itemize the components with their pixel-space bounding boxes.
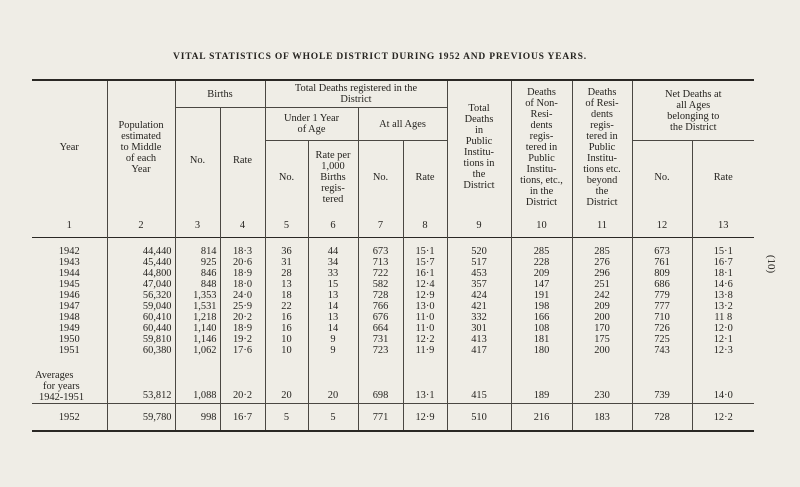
table-cell: 698 — [358, 370, 403, 404]
table-cell: 18 — [265, 290, 308, 301]
table-cell: 1948 — [32, 312, 107, 323]
table-cell: 16 — [265, 312, 308, 323]
table-cell: 20·6 — [220, 257, 265, 268]
table-cell: 12·9 — [403, 290, 447, 301]
table-cell: 1,140 — [175, 323, 220, 334]
table-cell: 11 8 — [714, 312, 733, 323]
table-cell: 1944 — [32, 268, 107, 279]
table-cell: 242 — [572, 290, 632, 301]
table-cell: 22 — [265, 301, 308, 312]
averages-label: Averages for years 1942-1951 — [32, 370, 107, 404]
table-cell: 18·9 — [220, 323, 265, 334]
table-cell: 20 — [265, 370, 308, 404]
table-cell: 417 — [447, 345, 511, 356]
table-cell: 33 — [308, 268, 358, 279]
table-cell: 45,440 — [107, 257, 175, 268]
table-cell: 18·0 — [220, 279, 265, 290]
averages-row — [32, 370, 754, 404]
table-cell: 175 — [572, 334, 632, 345]
table-cell: 357 — [447, 279, 511, 290]
table-cell: 725 — [632, 334, 692, 345]
header-all-rate: Rate — [403, 141, 447, 214]
table-cell: 59,040 — [107, 301, 175, 312]
header-deaths-non-residents: Deaths of Non- Resi- dents regis- tered in Public Institu- tions, etc., in the District — [511, 80, 572, 213]
table-cell: 1,088 — [175, 370, 220, 404]
header-deaths-residents-beyond: Deaths of Resi- dents regis- tered in Public Institu- tions etc. beyond the District — [572, 80, 632, 213]
table-cell: 517 — [447, 257, 511, 268]
table-cell: 710 — [632, 312, 692, 323]
table-cell: 453 — [447, 268, 511, 279]
table-cell: 771 — [358, 404, 403, 432]
table-cell: 14·6 — [713, 279, 733, 290]
table-cell: 13·0 — [403, 301, 447, 312]
table-cell: 209 — [572, 301, 632, 312]
header-under-rate: Rate per 1,000 Births regis- tered — [308, 141, 358, 214]
table-row — [32, 312, 754, 323]
header-net-deaths: Net Deaths at all Ages belonging to the District — [632, 80, 754, 141]
table-row — [32, 301, 754, 312]
table-row — [32, 268, 754, 279]
table-row — [32, 323, 754, 334]
table-cell: 728 — [358, 290, 403, 301]
table-cell: 1949 — [32, 323, 107, 334]
table-cell: 12·9 — [403, 404, 447, 432]
table-cell: 25·9 — [220, 301, 265, 312]
table-cell: 739 — [632, 370, 692, 404]
table-cell: 925 — [175, 257, 220, 268]
table-cell: 15·1 — [713, 246, 733, 257]
table-cell: 12·1 — [713, 334, 733, 345]
table-cell: 814 — [175, 246, 220, 257]
header-total-deaths-public-institutions: Total Deaths in Public Institu- tions in the District — [447, 80, 511, 213]
table-cell: 1952 — [32, 404, 107, 432]
header-births: Births — [175, 80, 265, 108]
table-cell: 15 — [308, 279, 358, 290]
page-title: VITAL STATISTICS OF WHOLE DISTRICT DURING 1952 AND PREVIOUS YEARS. — [173, 52, 587, 62]
table-cell: 56,320 — [107, 290, 175, 301]
table-cell: 11·0 — [403, 312, 447, 323]
table-cell: 198 — [511, 301, 572, 312]
table-cell: 18·9 — [220, 268, 265, 279]
vital-statistics-table — [32, 79, 754, 432]
table-cell: 17·6 — [220, 345, 265, 356]
column-number: 11 — [572, 213, 632, 238]
table-cell: 848 — [175, 279, 220, 290]
table-row — [32, 334, 754, 345]
table-cell: 415 — [447, 370, 511, 404]
table-cell: 14 — [308, 323, 358, 334]
header-divider — [32, 238, 754, 247]
table-cell: 18·1 — [713, 268, 733, 279]
header-births-no: No. — [175, 108, 220, 214]
header-net-rate: Rate — [713, 171, 733, 183]
table-cell: 1942 — [32, 246, 107, 257]
header-year: Year — [32, 80, 107, 213]
table-cell: 59,780 — [107, 404, 175, 432]
table-cell: 5 — [265, 404, 308, 432]
table-cell: 13·1 — [403, 370, 447, 404]
table-cell: 1951 — [32, 345, 107, 356]
table-cell: 47,040 — [107, 279, 175, 290]
table-cell: 413 — [447, 334, 511, 345]
table-cell: 726 — [632, 323, 692, 334]
table-cell: 1946 — [32, 290, 107, 301]
table-cell: 510 — [447, 404, 511, 432]
table-cell: 11·0 — [403, 323, 447, 334]
table-cell: 723 — [358, 345, 403, 356]
column-number: 9 — [447, 213, 511, 238]
table-cell: 181 — [511, 334, 572, 345]
table-cell: 276 — [572, 257, 632, 268]
table-cell: 53,812 — [107, 370, 175, 404]
header-at-all-ages: At all Ages — [358, 108, 447, 141]
table-cell: 766 — [358, 301, 403, 312]
table-cell: 228 — [511, 257, 572, 268]
table-cell: 36 — [265, 246, 308, 257]
table-cell: 16·1 — [403, 268, 447, 279]
table-cell: 34 — [308, 257, 358, 268]
table-cell: 673 — [632, 246, 692, 257]
column-number: 7 — [358, 213, 403, 238]
table-cell: 673 — [358, 246, 403, 257]
table-cell: 18·3 — [220, 246, 265, 257]
table-cell: 1945 — [32, 279, 107, 290]
column-number: 2 — [107, 213, 175, 238]
table-cell: 191 — [511, 290, 572, 301]
table-row — [32, 345, 754, 356]
column-number: 3 — [175, 213, 220, 238]
table-cell: 31 — [265, 257, 308, 268]
table-cell: 13 — [308, 312, 358, 323]
table-cell: 12·2 — [692, 404, 754, 432]
table-cell: 12·4 — [403, 279, 447, 290]
header-population: Population estimated to Middle of each Year — [107, 80, 175, 213]
table-cell: 16·7 — [713, 257, 733, 268]
column-number: 5 — [265, 213, 308, 238]
table-cell: 664 — [358, 323, 403, 334]
table-cell: 846 — [175, 268, 220, 279]
table-cell: 301 — [447, 323, 511, 334]
table-cell: 44 — [308, 246, 358, 257]
table-cell: 731 — [358, 334, 403, 345]
table-cell: 28 — [265, 268, 308, 279]
table-cell: 761 — [632, 257, 692, 268]
header-net-no: No. — [632, 141, 692, 214]
table-row — [32, 257, 754, 268]
table-cell: 15·7 — [403, 257, 447, 268]
table-cell: 13·2 — [713, 301, 733, 312]
table-cell: 60,440 — [107, 323, 175, 334]
table-row — [32, 246, 754, 257]
table-cell: 20 — [308, 370, 358, 404]
table-row — [32, 279, 754, 290]
table-cell: 13·8 — [713, 290, 733, 301]
table-cell: 189 — [511, 370, 572, 404]
table-cell: 1,218 — [175, 312, 220, 323]
table-cell: 1943 — [32, 257, 107, 268]
table-cell: 180 — [511, 345, 572, 356]
table-cell: 200 — [572, 345, 632, 356]
table-cell: 285 — [572, 246, 632, 257]
table-cell: 166 — [511, 312, 572, 323]
table-cell: 686 — [632, 279, 692, 290]
table-cell: 13 — [308, 290, 358, 301]
table-body — [32, 238, 754, 432]
table-cell: 296 — [572, 268, 632, 279]
table-cell: 12·0 — [713, 323, 733, 334]
table-cell: 1,353 — [175, 290, 220, 301]
table-cell: 1,531 — [175, 301, 220, 312]
table-cell: 13 — [265, 279, 308, 290]
table-cell: 582 — [358, 279, 403, 290]
table-cell: 9 — [308, 345, 358, 356]
table-cell: 1950 — [32, 334, 107, 345]
table-cell: 12·3 — [713, 345, 733, 356]
table-cell: 1,062 — [175, 345, 220, 356]
table-cell: 251 — [572, 279, 632, 290]
column-number: 10 — [511, 213, 572, 238]
page-number: (10) — [765, 254, 778, 274]
table-cell: 285 — [511, 246, 572, 257]
table-cell: 9 — [308, 334, 358, 345]
table-cell: 59,810 — [107, 334, 175, 345]
table-cell: 722 — [358, 268, 403, 279]
table-cell: 1,146 — [175, 334, 220, 345]
table-cell: 16·7 — [220, 404, 265, 432]
table-cell: 332 — [447, 312, 511, 323]
table-cell: 230 — [572, 370, 632, 404]
table-cell: 16 — [265, 323, 308, 334]
table-cell: 19·2 — [220, 334, 265, 345]
table-cell: 209 — [511, 268, 572, 279]
header-total-deaths-registered: Total Deaths registered in the District — [265, 80, 447, 108]
table-cell: 200 — [572, 312, 632, 323]
table-cell: 1947 — [32, 301, 107, 312]
table-cell: 20·2 — [220, 370, 265, 404]
table-cell: 14 — [308, 301, 358, 312]
table-cell: 20·2 — [220, 312, 265, 323]
table-cell: 779 — [632, 290, 692, 301]
header-under-1-year: Under 1 Year of Age — [265, 108, 358, 141]
table-cell: 11·9 — [403, 345, 447, 356]
table-row — [32, 290, 754, 301]
column-number: 12 — [632, 213, 692, 238]
table-cell: 60,410 — [107, 312, 175, 323]
table-cell: 170 — [572, 323, 632, 334]
column-number: 1 — [32, 213, 107, 238]
table-cell: 60,380 — [107, 345, 175, 356]
table-cell: 15·1 — [403, 246, 447, 257]
table-cell: 998 — [175, 404, 220, 432]
column-number: 4 — [220, 213, 265, 238]
table-cell: 777 — [632, 301, 692, 312]
table-cell: 147 — [511, 279, 572, 290]
header-all-no: No. — [358, 141, 403, 214]
table-cell: 216 — [511, 404, 572, 432]
header-births-rate: Rate — [220, 108, 265, 214]
table-cell: 809 — [632, 268, 692, 279]
table-cell: 10 — [265, 345, 308, 356]
table-cell: 676 — [358, 312, 403, 323]
column-number: 8 — [403, 213, 447, 238]
table-cell: 12·2 — [403, 334, 447, 345]
spacer-row — [32, 356, 754, 370]
table-cell: 421 — [447, 301, 511, 312]
column-number-row — [32, 213, 754, 238]
vital-statistics-table-container — [32, 79, 754, 432]
table-cell: 44,800 — [107, 268, 175, 279]
current-year-row — [32, 404, 754, 432]
table-cell: 520 — [447, 246, 511, 257]
table-cell: 14·0 — [713, 390, 733, 401]
column-number: 13 — [718, 219, 729, 231]
table-cell: 44,440 — [107, 246, 175, 257]
table-cell: 183 — [572, 404, 632, 432]
table-cell: 424 — [447, 290, 511, 301]
table-cell: 24·0 — [220, 290, 265, 301]
table-cell: 728 — [632, 404, 692, 432]
table-cell: 743 — [632, 345, 692, 356]
table-cell: 108 — [511, 323, 572, 334]
header-under-no: No. — [265, 141, 308, 214]
table-cell: 10 — [265, 334, 308, 345]
table-header — [32, 80, 754, 238]
table-cell: 713 — [358, 257, 403, 268]
column-number: 6 — [308, 213, 358, 238]
table-cell: 5 — [308, 404, 358, 432]
